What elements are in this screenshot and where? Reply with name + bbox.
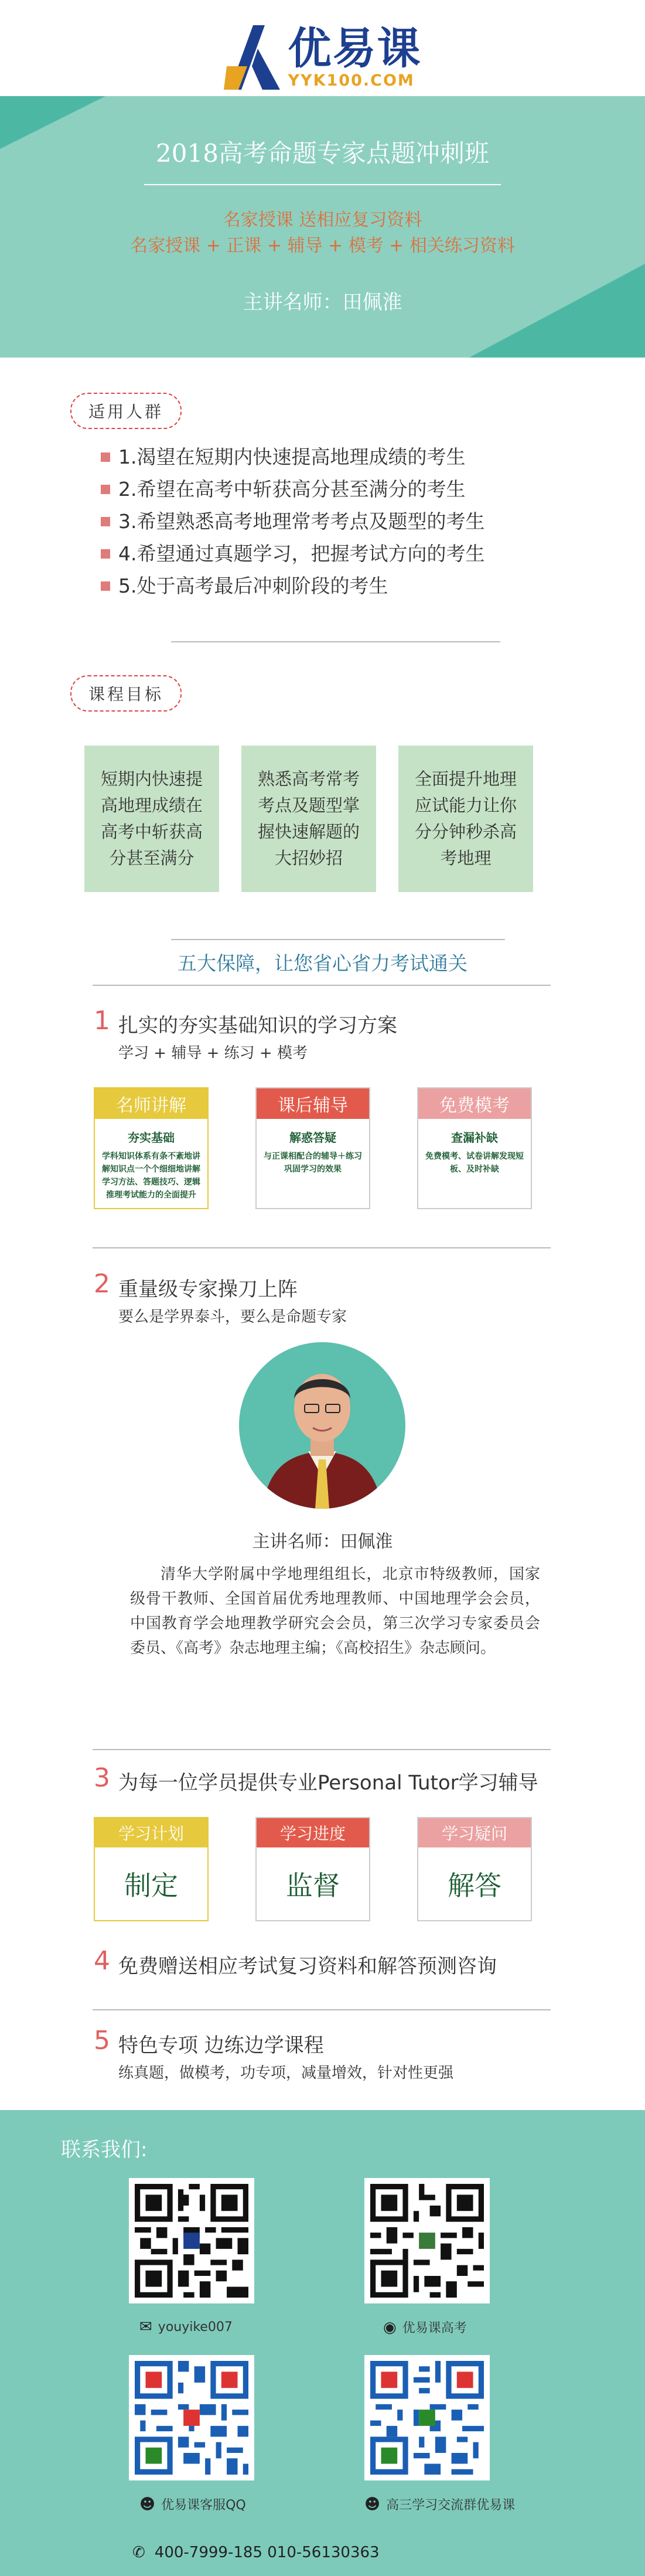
wechat-icon: ✉	[139, 2318, 152, 2336]
phone-numbers[interactable]: ✆ 400-7999-185 010-56130363	[132, 2544, 380, 2561]
bullet-icon	[101, 485, 110, 494]
list-item: 5.处于高考最后冲刺阶段的考生	[101, 570, 569, 602]
card-body: 解答	[448, 1870, 501, 1901]
contact-section	[0, 2110, 645, 2576]
qq-group-icon: ☻	[364, 2495, 381, 2513]
hero-banner	[0, 96, 645, 358]
goals-tag: 课程目标	[70, 675, 182, 712]
divider	[171, 641, 500, 642]
contact-title: 联系我们:	[61, 2138, 148, 2162]
goal-card: 熟悉高考常考考点及题型掌握快速解题的大招妙招	[241, 746, 376, 892]
qr-code-icon	[370, 2361, 484, 2475]
weibo-qr-code[interactable]	[364, 2178, 490, 2303]
qr-code-icon	[370, 2184, 484, 2298]
hero-subtitle-2: 名家授课 + 正课 + 辅导 + 模考 + 相关练习资料	[130, 236, 515, 256]
goal-card: 全面提升地理应试能力让你分分钟秒杀高考地理	[398, 746, 533, 892]
qq-qr-code[interactable]	[129, 2355, 254, 2480]
teacher-portrait-icon	[239, 1342, 405, 1509]
card-body: 监督	[286, 1870, 340, 1901]
section-title: 重量级专家操刀上阵	[118, 1278, 298, 1301]
card-header: 免费模考	[418, 1088, 531, 1119]
divider	[93, 985, 551, 986]
qq-group-label: ☻ 高三学习交流群优易课	[364, 2495, 516, 2513]
bullet-icon	[101, 452, 110, 462]
phone-icon: ✆	[132, 2544, 145, 2561]
list-item: 1.渴望在短期内快速提高地理成绩的考生	[101, 441, 569, 473]
card-header: 学习进度	[257, 1818, 369, 1847]
list-item: 2.希望在高考中斩获高分甚至满分的考生	[101, 473, 569, 505]
qq-label: ☻ 优易课客服QQ	[139, 2495, 246, 2513]
card-header: 名师讲解	[95, 1088, 207, 1119]
hero-title: 2018高考命题专家点题冲刺班	[156, 139, 489, 168]
section-title: 特色专项 边练边学课程	[118, 2034, 324, 2057]
hero-divider	[144, 184, 501, 185]
audience-tag: 适用人群	[70, 393, 182, 429]
section-title: 为每一位学员提供专业Personal Tutor学习辅导	[118, 1771, 538, 1795]
wechat-qr-code[interactable]	[129, 2178, 254, 2303]
card-header: 学习疑问	[418, 1818, 531, 1847]
teacher-photo	[239, 1342, 405, 1509]
site-logo[interactable]	[0, 16, 645, 98]
logo-name-cn: 优易课	[288, 23, 422, 74]
tutor-card	[255, 1817, 370, 1921]
divider	[93, 1247, 551, 1248]
divider	[93, 2009, 551, 2010]
tutor-card	[94, 1817, 209, 1921]
section-title: 扎实的夯实基础知识的学习方案	[118, 1014, 397, 1037]
teacher-name: 主讲名师：田佩淮	[252, 1532, 393, 1552]
weibo-label: ◉ 优易课高考	[383, 2318, 467, 2336]
list-item: 4.希望通过真题学习，把握考试方向的考生	[101, 537, 569, 570]
feature-card: 课后辅导 解惑答疑 与正课相配合的辅导＋练习巩固学习的效果	[255, 1087, 370, 1209]
logo-mark-icon	[224, 25, 280, 90]
section-subtitle: 要么是学界泰斗，要么是命题专家	[118, 1308, 347, 1326]
feature-card: 免费模考 查漏补缺 免费模考、试卷讲解发现短板、及时补缺	[417, 1087, 532, 1209]
goal-card: 短期内快速提高地理成绩在高考中斩获高分甚至满分	[84, 746, 219, 892]
section-subtitle: 练真题，做模考，功专项，减量增效，针对性更强	[118, 2064, 454, 2082]
card-header: 课后辅导	[257, 1088, 369, 1119]
list-item: 3.希望熟悉高考地理常考考点及题型的考生	[101, 505, 569, 537]
qr-code-icon	[135, 2361, 248, 2475]
wechat-label: ✉ youyike007	[139, 2318, 233, 2336]
divider	[93, 1749, 551, 1750]
logo-name-en: YYK100.COM	[288, 72, 415, 90]
audience-list	[101, 441, 569, 602]
bullet-icon	[101, 581, 110, 591]
section-subtitle: 学习 + 辅导 + 练习 + 模考	[118, 1044, 308, 1062]
hero-subtitle-1: 名家授课 送相应复习资料	[223, 210, 422, 230]
card-header: 学习计划	[95, 1818, 207, 1847]
section-number: 3	[94, 1763, 110, 1793]
qq-icon: ☻	[139, 2495, 156, 2513]
card-body: 制定	[124, 1870, 178, 1901]
qr-code-icon	[135, 2184, 248, 2298]
weibo-icon: ◉	[383, 2318, 397, 2336]
section-title: 免费赠送相应考试复习资料和解答预测咨询	[118, 1955, 497, 1978]
section-number: 2	[94, 1269, 110, 1299]
bullet-icon	[101, 517, 110, 526]
guarantee-title: 五大保障，让您省心省力考试通关	[178, 952, 467, 975]
feature-card: 名师讲解 夯实基础 学科知识体系有条不紊地讲解知识点一个个细细地讲解学习方法、答题技巧、逻辑推理考试能力的全面提升	[94, 1087, 209, 1209]
teacher-bio: 清华大学附属中学地理组组长，北京市特级教师，国家级骨干教师、全国首届优秀地理教师、中国地理学会会员，中国教育学会地理教学研究会会员，第三次学习专家委员会委员、《高考》杂志地理主编；《高校招生》杂志顾问。	[130, 1566, 540, 1657]
section-number: 1	[94, 1006, 110, 1036]
hero-teacher: 主讲名师：田佩淮	[243, 291, 402, 314]
divider	[171, 939, 505, 940]
qq-group-qr-code[interactable]	[364, 2355, 490, 2480]
section-number: 4	[94, 1946, 110, 1976]
bullet-icon	[101, 549, 110, 559]
tutor-card	[417, 1817, 532, 1921]
section-number: 5	[94, 2026, 110, 2056]
